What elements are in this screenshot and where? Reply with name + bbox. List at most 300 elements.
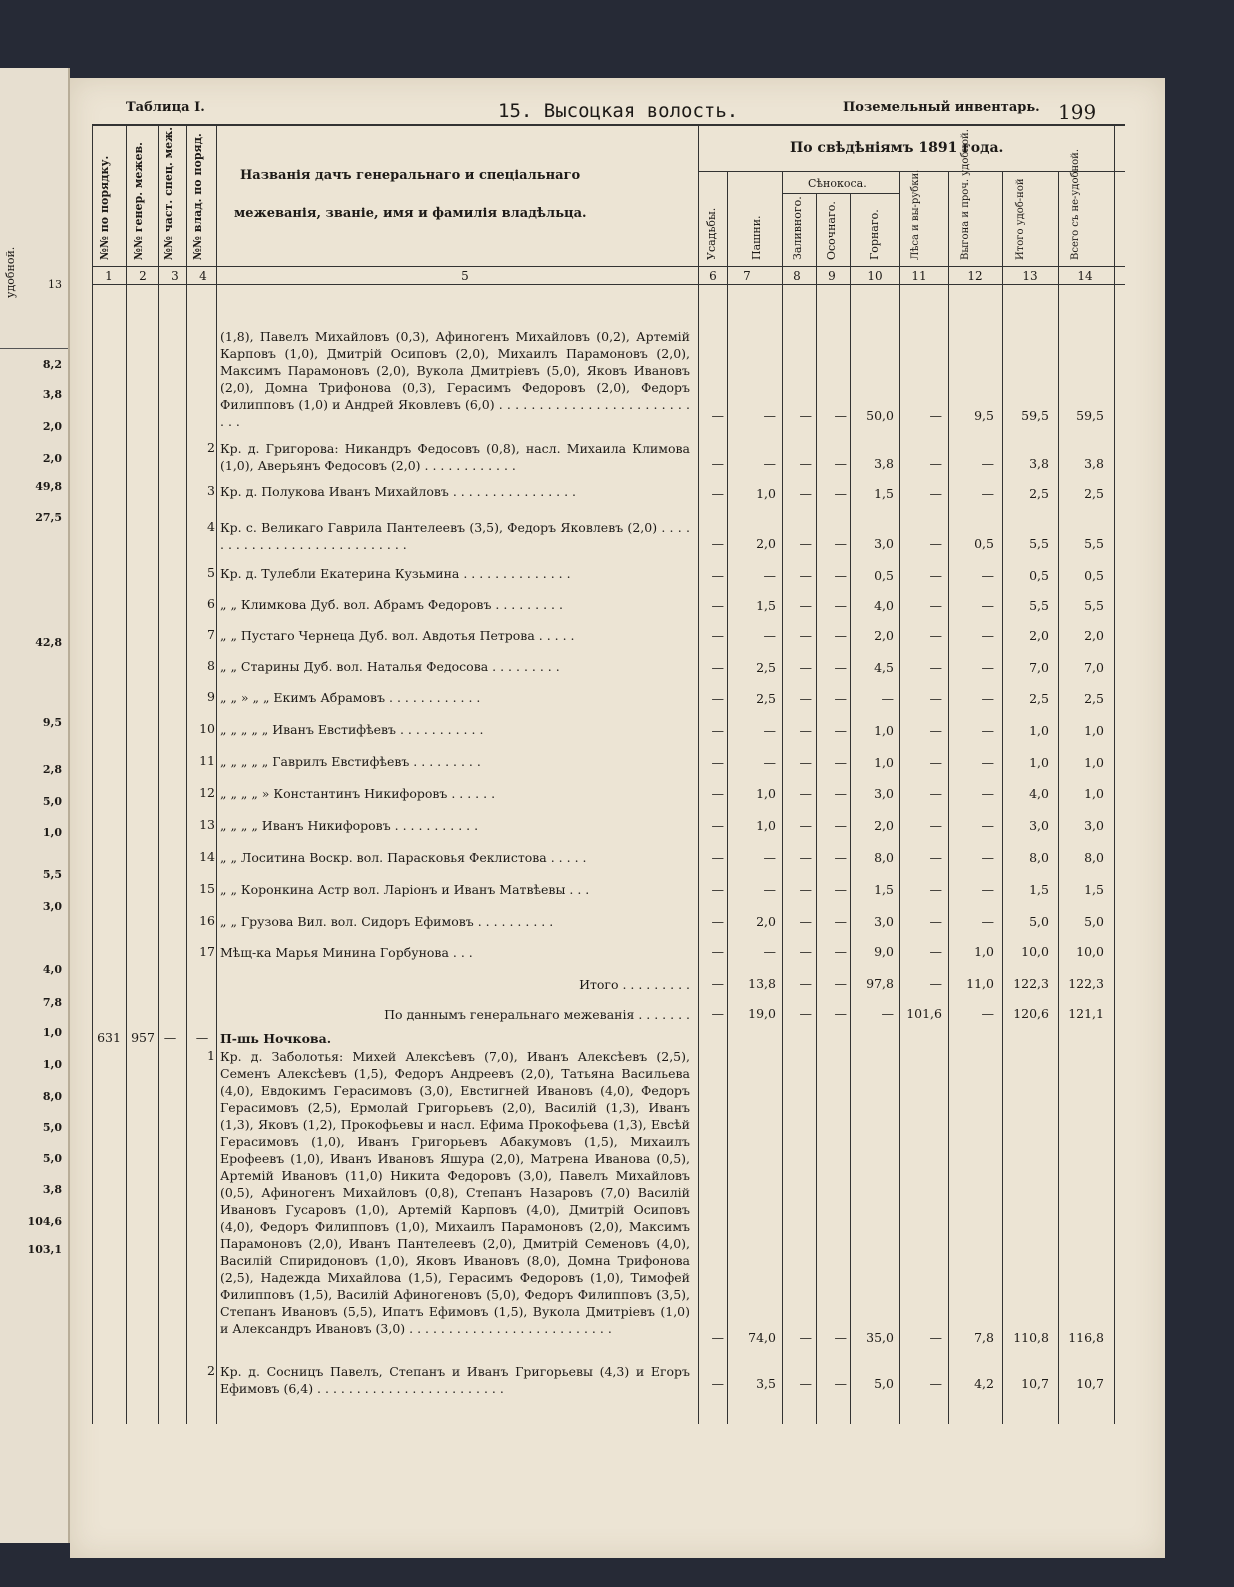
value-v7: 19,0 — [748, 1006, 776, 1021]
col-divider — [899, 171, 900, 1424]
value-v7: 13,8 — [748, 976, 776, 991]
value-v6: — — [711, 755, 724, 770]
document-page — [70, 78, 1165, 1558]
owner-description: „ „ Старины Дуб. вол. Наталья Федосова . . . . . . . . . — [220, 659, 560, 674]
value-v10: 1,5 — [874, 882, 894, 897]
owner-index: 8 — [207, 658, 215, 673]
owner-description: „ „ „ „ „ Гаврилъ Евстифѣевъ . . . . . . . . . — [220, 754, 481, 769]
owner-description: „ „ Лоситина Воскр. вол. Парасковья Феклистова . . . . . — [220, 850, 587, 865]
value-v11: — — [929, 691, 942, 706]
value-v9: — — [834, 944, 847, 959]
value-v8: — — [799, 882, 812, 897]
value-v8: — — [799, 408, 812, 423]
column-number: 5 — [461, 269, 469, 283]
owner-description: (1,8), Павелъ Михайловъ (0,3), Афиногенъ Михайловъ (0,2), Артемій Карповъ (1,0), Дмитрій Осиповъ (2,0), Михаилъ Парамоновъ (2,0), Максимъ Парамоновъ (2,0), Вукола Дмитріевъ (5,0), Яковъ Ивановъ (2,0), Домна Трифонова (0,3), Герасимъ Федоровъ (2,0), Федоръ Филипповъ (1,0) и Андрей Яковлевъ (6,0) . . . . . . . . . . . . . . . . . . . . . . . . . . . — [220, 329, 690, 429]
value-v12: — — [981, 755, 994, 770]
value-v9: — — [834, 568, 847, 583]
value-v13: 8,0 — [1029, 850, 1049, 865]
owner-description: Итого . . . . . . . . . — [579, 977, 690, 992]
value-v6: — — [711, 660, 724, 675]
column-number: 4 — [199, 269, 207, 283]
owner-index: 9 — [207, 689, 215, 704]
value-v11: — — [929, 408, 942, 423]
value-v10: 1,0 — [874, 723, 894, 738]
general-survey-number-2: 957 — [131, 1030, 155, 1045]
value-v8: — — [799, 691, 812, 706]
value-v8: — — [799, 944, 812, 959]
value-v11: — — [929, 914, 942, 929]
value-v7: — — [763, 755, 776, 770]
value-v14: 1,0 — [1084, 755, 1104, 770]
value-v14: 122,3 — [1068, 976, 1104, 991]
value-v9: — — [834, 755, 847, 770]
value-v12: 4,2 — [974, 1376, 994, 1391]
previous-page-strip — [0, 68, 70, 1543]
table-label: Таблица I. — [126, 100, 205, 115]
value-v7: — — [763, 456, 776, 471]
value-v6: — — [711, 408, 724, 423]
value-v10: 5,0 — [874, 1376, 894, 1391]
value-v13: 5,5 — [1029, 536, 1049, 551]
value-v8: — — [799, 536, 812, 551]
owner-description: П-шь Ночкова. — [220, 1031, 332, 1046]
inventory-label: Поземельный инвентарь. — [843, 100, 1040, 115]
value-v8: — — [799, 755, 812, 770]
prev-page-value: 3,8 — [42, 1183, 62, 1196]
value-v13: 10,0 — [1021, 944, 1049, 959]
column-number: 3 — [171, 269, 179, 283]
value-v6: — — [711, 691, 724, 706]
value-v6: — — [711, 1006, 724, 1021]
value-v11: — — [929, 723, 942, 738]
col-divider — [816, 193, 817, 1424]
value-v7: — — [763, 628, 776, 643]
special-survey-number: — — [163, 1030, 177, 1045]
header-col-14: Всего съ не-удобной. — [1070, 148, 1081, 260]
column-number: 7 — [743, 269, 751, 283]
value-v10: — — [881, 1006, 894, 1021]
value-v10: 0,5 — [874, 568, 894, 583]
owner-description: Кр. с. Великаго Гаврила Пантелеевъ (3,5), Федоръ Яковлевъ (2,0) . . . . . . . . . . . . . . . . . . . . . . . . . . . . — [220, 520, 690, 552]
value-v12: — — [981, 1006, 994, 1021]
header-col-1: №№ по порядку. — [98, 155, 111, 260]
col-divider — [850, 193, 851, 1424]
owner-index: 2 — [207, 440, 215, 455]
value-v14: 5,5 — [1084, 536, 1104, 551]
owner-description: „ „ „ „ „ Иванъ Евстифѣевъ . . . . . . . . . . . — [220, 722, 484, 737]
col-divider — [92, 124, 93, 1424]
prev-page-value: 5,5 — [42, 868, 62, 881]
value-v8: — — [799, 818, 812, 833]
value-v10: 4,5 — [874, 660, 894, 675]
value-v7: 1,5 — [756, 598, 776, 613]
column-number: 6 — [709, 269, 717, 283]
value-v7: 2,5 — [756, 660, 776, 675]
value-v13: 3,0 — [1029, 818, 1049, 833]
prev-page-value: 5,0 — [42, 795, 62, 808]
value-v14: 5,0 — [1084, 914, 1104, 929]
value-v9: — — [834, 660, 847, 675]
header-col-12: Выгона и проч. удобной. — [960, 129, 971, 260]
value-v7: 2,5 — [756, 691, 776, 706]
value-v7: — — [763, 723, 776, 738]
value-v9: — — [834, 914, 847, 929]
value-v6: — — [711, 486, 724, 501]
value-v12: — — [981, 914, 994, 929]
prev-page-value: 104,6 — [27, 1215, 62, 1228]
value-v7: — — [763, 882, 776, 897]
value-v6: — — [711, 1376, 724, 1391]
value-v7: 1,0 — [756, 486, 776, 501]
value-v6: — — [711, 882, 724, 897]
value-v9: — — [834, 536, 847, 551]
value-v9: — — [834, 1376, 847, 1391]
value-v11: — — [929, 755, 942, 770]
owner-description: По даннымъ генеральнаго межеванія . . . . . . . — [384, 1007, 690, 1022]
value-v8: — — [799, 1330, 812, 1345]
prev-page-value: 5,0 — [42, 1152, 62, 1165]
owner-description: „ „ Коронкина Астр вол. Ларіонъ и Иванъ Матвѣевы . . . — [220, 882, 590, 897]
page-title: 15. Высоцкая волость. — [498, 100, 739, 122]
col-divider — [1058, 171, 1059, 1424]
header-col-13: Итого удоб-ной — [1015, 178, 1026, 260]
value-v8: — — [799, 976, 812, 991]
value-v7: 2,0 — [756, 914, 776, 929]
value-v11: 101,6 — [906, 1006, 942, 1021]
value-v6: — — [711, 1330, 724, 1345]
value-v9: — — [834, 408, 847, 423]
value-v14: 10,0 — [1076, 944, 1104, 959]
value-v6: — — [711, 976, 724, 991]
value-v12: — — [981, 660, 994, 675]
header-col-6: Усадьбы. — [705, 207, 718, 260]
owner-description: Кр. д. Сосницъ Павелъ, Степанъ и Иванъ Григорьевы (4,3) и Егоръ Ефимовъ (6,4) . . . . . . . . . . . . . . . . . . . . . . . . — [220, 1364, 690, 1396]
value-v14: 5,5 — [1084, 598, 1104, 613]
owner-description: „ „ „ „ » Константинъ Никифоровъ . . . . . . — [220, 786, 496, 801]
owner-index: 16 — [199, 913, 215, 928]
value-v11: — — [929, 456, 942, 471]
value-v10: 2,0 — [874, 628, 894, 643]
owner-index: 5 — [207, 565, 215, 580]
value-v9: — — [834, 723, 847, 738]
col-divider — [1114, 124, 1115, 1424]
value-v13: 5,5 — [1029, 598, 1049, 613]
value-v13: 7,0 — [1029, 660, 1049, 675]
owner-index: 11 — [199, 753, 215, 768]
value-v10: 3,0 — [874, 536, 894, 551]
prev-page-value: 1,0 — [42, 1058, 62, 1071]
value-v12: 11,0 — [966, 976, 994, 991]
value-v13: 59,5 — [1021, 408, 1049, 423]
col-divider — [216, 124, 217, 1424]
value-v8: — — [799, 456, 812, 471]
value-v14: 2,5 — [1084, 691, 1104, 706]
value-v12: — — [981, 691, 994, 706]
value-v9: — — [834, 786, 847, 801]
owner-description: „ „ „ „ Иванъ Никифоровъ . . . . . . . . . . . — [220, 818, 479, 833]
owner-description: Кр. д. Тулебли Екатерина Кузьмина . . . . . . . . . . . . . . — [220, 566, 571, 581]
owner-index: 12 — [199, 785, 215, 800]
value-v12: — — [981, 456, 994, 471]
value-v12: 1,0 — [974, 944, 994, 959]
value-v12: — — [981, 568, 994, 583]
owner-index: 1 — [207, 1048, 215, 1063]
value-v10: 3,8 — [874, 456, 894, 471]
prev-page-value: 9,5 — [42, 716, 62, 729]
value-v6: — — [711, 818, 724, 833]
value-v8: — — [799, 1376, 812, 1391]
value-v9: — — [834, 882, 847, 897]
value-v10: — — [881, 691, 894, 706]
header-col-11: Лѣса и вы-рубки. — [910, 169, 921, 260]
header-col-4: №№ влад. по поряд. — [191, 133, 204, 260]
value-v9: — — [834, 691, 847, 706]
column-number: 8 — [793, 269, 801, 283]
value-v8: — — [799, 723, 812, 738]
value-v6: — — [711, 914, 724, 929]
value-v9: — — [834, 628, 847, 643]
owner-description: Мѣщ-ка Марья Минина Горбунова . . . — [220, 945, 473, 960]
value-v14: 0,5 — [1084, 568, 1104, 583]
value-v12: — — [981, 486, 994, 501]
value-v14: 59,5 — [1076, 408, 1104, 423]
prev-page-value: 1,0 — [42, 1026, 62, 1039]
prev-page-value: 3,0 — [42, 900, 62, 913]
value-v12: 0,5 — [974, 536, 994, 551]
owner-index: 13 — [199, 817, 215, 832]
value-v10: 50,0 — [866, 408, 894, 423]
value-v12: 7,8 — [974, 1330, 994, 1345]
value-v12: — — [981, 628, 994, 643]
value-v11: — — [929, 568, 942, 583]
value-v6: — — [711, 944, 724, 959]
owner-description: Кр. д. Полукова Иванъ Михайловъ . . . . . . . . . . . . . . . . — [220, 484, 577, 499]
hay-rule — [782, 193, 899, 194]
value-v11: — — [929, 818, 942, 833]
value-v12: — — [981, 598, 994, 613]
header-col-5-line1: Названія дачъ генеральнаго и спеціальнаго — [240, 168, 581, 183]
prev-page-rule — [0, 348, 68, 349]
value-v8: — — [799, 1006, 812, 1021]
column-number: 2 — [139, 269, 147, 283]
value-v11: — — [929, 786, 942, 801]
value-v10: 3,0 — [874, 914, 894, 929]
prev-page-value: 2,8 — [42, 763, 62, 776]
value-v14: 2,0 — [1084, 628, 1104, 643]
owner-description: „ „ Климкова Дуб. вол. Абрамъ Федоровъ . . . . . . . . . — [220, 597, 563, 612]
value-v9: — — [834, 1006, 847, 1021]
table-top-rule — [92, 124, 1125, 126]
header-col-9: Осочнаго. — [825, 201, 838, 260]
value-v6: — — [711, 628, 724, 643]
value-v8: — — [799, 628, 812, 643]
owner-index: 7 — [207, 627, 215, 642]
value-v10: 3,0 — [874, 786, 894, 801]
header-col-7: Пашни. — [750, 215, 763, 260]
owner-description: „ „ » „ „ Екимъ Абрамовъ . . . . . . . . . . . . — [220, 690, 481, 705]
value-v14: 3,0 — [1084, 818, 1104, 833]
column-number: 11 — [911, 269, 927, 283]
general-survey-number: 631 — [97, 1030, 121, 1045]
prev-page-value: 2,0 — [42, 452, 62, 465]
owner-description: Кр. д. Заболотья: Михей Алексѣевъ (7,0), Иванъ Алексѣевъ (2,5), Семенъ Алексѣевъ (1,5), Федоръ Андреевъ (2,0), Татьяна Васильева (4,0), Евдокимъ Герасимовъ (3,0), Евстигней Ивановъ (4,0), Федоръ Герасимовъ (2,5), Ермолай Григорьевъ (2,0), Василій (1,3), Иванъ (1,3), Яковъ (1,2), Прокофьевы и насл. Ефима Прокофьева (1,3), Евсѣй Герасимовъ (1,0), Иванъ Григорьевъ Абакумовъ (1,5), Михаилъ Ерофеевъ (1,0), Иванъ Ивановъ Яшура (2,0), Матрена Иванова (0,5), Артемій Ивановъ (11,0) Никита Федоровъ (3,0), Павелъ Михайловъ (0,5), Афиногенъ Михайловъ (0,8), Степанъ Назаровъ (7,0) Василій Ивановъ Гусаровъ (1,0), Артемій Карповъ (4,0), Дмитрій Осиповъ (4,0), Федоръ Филипповъ (1,0), Михаилъ Парамоновъ (2,0), Максимъ Парамоновъ (2,0), Иванъ Пантелеевъ (2,0), Дмитрій Семеновъ (4,0), Василій Спиридоновъ (1,0), Яковъ Ивановъ (8,0), Домна Трифонова (2,5), Надежда Михайлова (1,5), Герасимъ Федоровъ (1,0), Тимофей Филипповъ (1,5), Василій Афиногеновъ (5,0), Федоръ Филипповъ (3,5), Степанъ Ивановъ (5,5), Ипатъ Ефимовъ (1,5), Вукола Дмитріевъ (1,0) и Александръ Ивановъ (3,0) . . . . . . . . . . . . . . . . . . . . . . . . . . — [220, 1049, 690, 1336]
value-v10: 9,0 — [874, 944, 894, 959]
colnum-bottom-rule — [92, 284, 1125, 285]
value-v14: 8,0 — [1084, 850, 1104, 865]
value-v8: — — [799, 914, 812, 929]
value-v10: 1,0 — [874, 755, 894, 770]
col-divider — [948, 171, 949, 1424]
value-v14: 1,5 — [1084, 882, 1104, 897]
prev-page-value: 4,0 — [42, 963, 62, 976]
value-v14: 2,5 — [1084, 486, 1104, 501]
value-v7: 3,5 — [756, 1376, 776, 1391]
owner-index: 17 — [199, 944, 215, 959]
value-v11: — — [929, 628, 942, 643]
value-v10: 4,0 — [874, 598, 894, 613]
value-v13: 5,0 — [1029, 914, 1049, 929]
owner-index: 14 — [199, 849, 215, 864]
page-number: 199 — [1058, 100, 1097, 124]
value-v12: — — [981, 723, 994, 738]
value-v9: — — [834, 976, 847, 991]
owner-index: 4 — [207, 519, 215, 534]
value-v13: 1,5 — [1029, 882, 1049, 897]
value-v6: — — [711, 456, 724, 471]
owner-description: „ „ Грузова Вил. вол. Сидоръ Ефимовъ . . . . . . . . . . — [220, 914, 554, 929]
column-number: 13 — [1022, 269, 1038, 283]
value-v11: — — [929, 1330, 942, 1345]
value-v13: 2,5 — [1029, 691, 1049, 706]
value-v8: — — [799, 568, 812, 583]
header-hay: Сѣнокоса. — [808, 177, 867, 190]
prev-page-value: 8,2 — [42, 358, 62, 371]
prev-page-value: 1,0 — [42, 826, 62, 839]
value-v13: 2,5 — [1029, 486, 1049, 501]
prev-page-value: 42,8 — [35, 636, 62, 649]
value-v12: — — [981, 850, 994, 865]
value-v12: — — [981, 882, 994, 897]
prev-page-value: 103,1 — [27, 1243, 62, 1256]
header-bottom-rule — [92, 266, 1125, 267]
header-col-3: №№ част. спец. меж. — [162, 126, 175, 260]
value-v10: 35,0 — [866, 1330, 894, 1345]
col-divider — [727, 171, 728, 1424]
value-v8: — — [799, 660, 812, 675]
value-v11: — — [929, 660, 942, 675]
value-v14: 1,0 — [1084, 723, 1104, 738]
value-v11: — — [929, 850, 942, 865]
prev-page-value: 49,8 — [35, 480, 62, 493]
header-col-2: №№ генер. межев. — [132, 141, 145, 260]
value-v8: — — [799, 598, 812, 613]
prev-page-col-number: 13 — [48, 278, 62, 291]
value-v10: 97,8 — [866, 976, 894, 991]
value-v14: 3,8 — [1084, 456, 1104, 471]
value-v6: — — [711, 850, 724, 865]
value-v8: — — [799, 786, 812, 801]
header-col-5-line2: межеванія, званіе, имя и фамилія владѣльца. — [234, 206, 587, 221]
owner-index: 15 — [199, 881, 215, 896]
value-v14: 121,1 — [1068, 1006, 1104, 1021]
value-v13: 1,0 — [1029, 723, 1049, 738]
value-v10: 2,0 — [874, 818, 894, 833]
value-v13: 4,0 — [1029, 786, 1049, 801]
col-divider — [186, 124, 187, 1424]
value-v9: — — [834, 850, 847, 865]
value-v9: — — [834, 598, 847, 613]
value-v6: — — [711, 786, 724, 801]
value-v14: 1,0 — [1084, 786, 1104, 801]
value-v11: — — [929, 598, 942, 613]
prev-page-value: 5,0 — [42, 1121, 62, 1134]
value-v14: 7,0 — [1084, 660, 1104, 675]
value-v11: — — [929, 976, 942, 991]
header-group-1891: По свѣдѣніямъ 1891 года. — [790, 140, 1004, 156]
prev-page-value: 8,0 — [42, 1090, 62, 1103]
value-v7: — — [763, 568, 776, 583]
col-divider — [126, 124, 127, 1424]
value-v7: 1,0 — [756, 786, 776, 801]
value-v12: — — [981, 786, 994, 801]
value-v6: — — [711, 723, 724, 738]
owner-index: 2 — [207, 1363, 215, 1378]
value-v8: — — [799, 486, 812, 501]
value-v7: — — [763, 944, 776, 959]
owner-number: — — [195, 1030, 209, 1045]
value-v6: — — [711, 598, 724, 613]
header-col-8: Заливного. — [791, 196, 804, 260]
value-v9: — — [834, 456, 847, 471]
value-v13: 1,0 — [1029, 755, 1049, 770]
value-v7: 74,0 — [748, 1330, 776, 1345]
owner-index: 10 — [199, 721, 215, 736]
value-v11: — — [929, 944, 942, 959]
value-v11: — — [929, 1376, 942, 1391]
value-v10: 8,0 — [874, 850, 894, 865]
value-v7: — — [763, 850, 776, 865]
value-v11: — — [929, 486, 942, 501]
column-number: 1 — [105, 269, 113, 283]
value-v12: 9,5 — [974, 408, 994, 423]
col-divider — [158, 124, 159, 1424]
col-divider — [698, 124, 699, 1424]
value-v10: 1,5 — [874, 486, 894, 501]
prev-page-value: 27,5 — [35, 511, 62, 524]
value-v13: 2,0 — [1029, 628, 1049, 643]
value-v9: — — [834, 818, 847, 833]
col-divider — [1002, 171, 1003, 1424]
value-v13: 0,5 — [1029, 568, 1049, 583]
value-v6: — — [711, 536, 724, 551]
prev-page-header: удобной. — [4, 246, 17, 298]
value-v13: 110,8 — [1013, 1330, 1049, 1345]
value-v14: 116,8 — [1068, 1330, 1104, 1345]
value-v14: 10,7 — [1076, 1376, 1104, 1391]
prev-page-value: 3,8 — [42, 388, 62, 401]
value-v13: 122,3 — [1013, 976, 1049, 991]
value-v7: 2,0 — [756, 536, 776, 551]
value-v12: — — [981, 818, 994, 833]
value-v6: — — [711, 568, 724, 583]
column-number: 9 — [828, 269, 836, 283]
value-v13: 10,7 — [1021, 1376, 1049, 1391]
column-number: 12 — [967, 269, 983, 283]
owner-index: 3 — [207, 483, 215, 498]
prev-page-value: 2,0 — [42, 420, 62, 433]
value-v11: — — [929, 882, 942, 897]
value-v9: — — [834, 486, 847, 501]
